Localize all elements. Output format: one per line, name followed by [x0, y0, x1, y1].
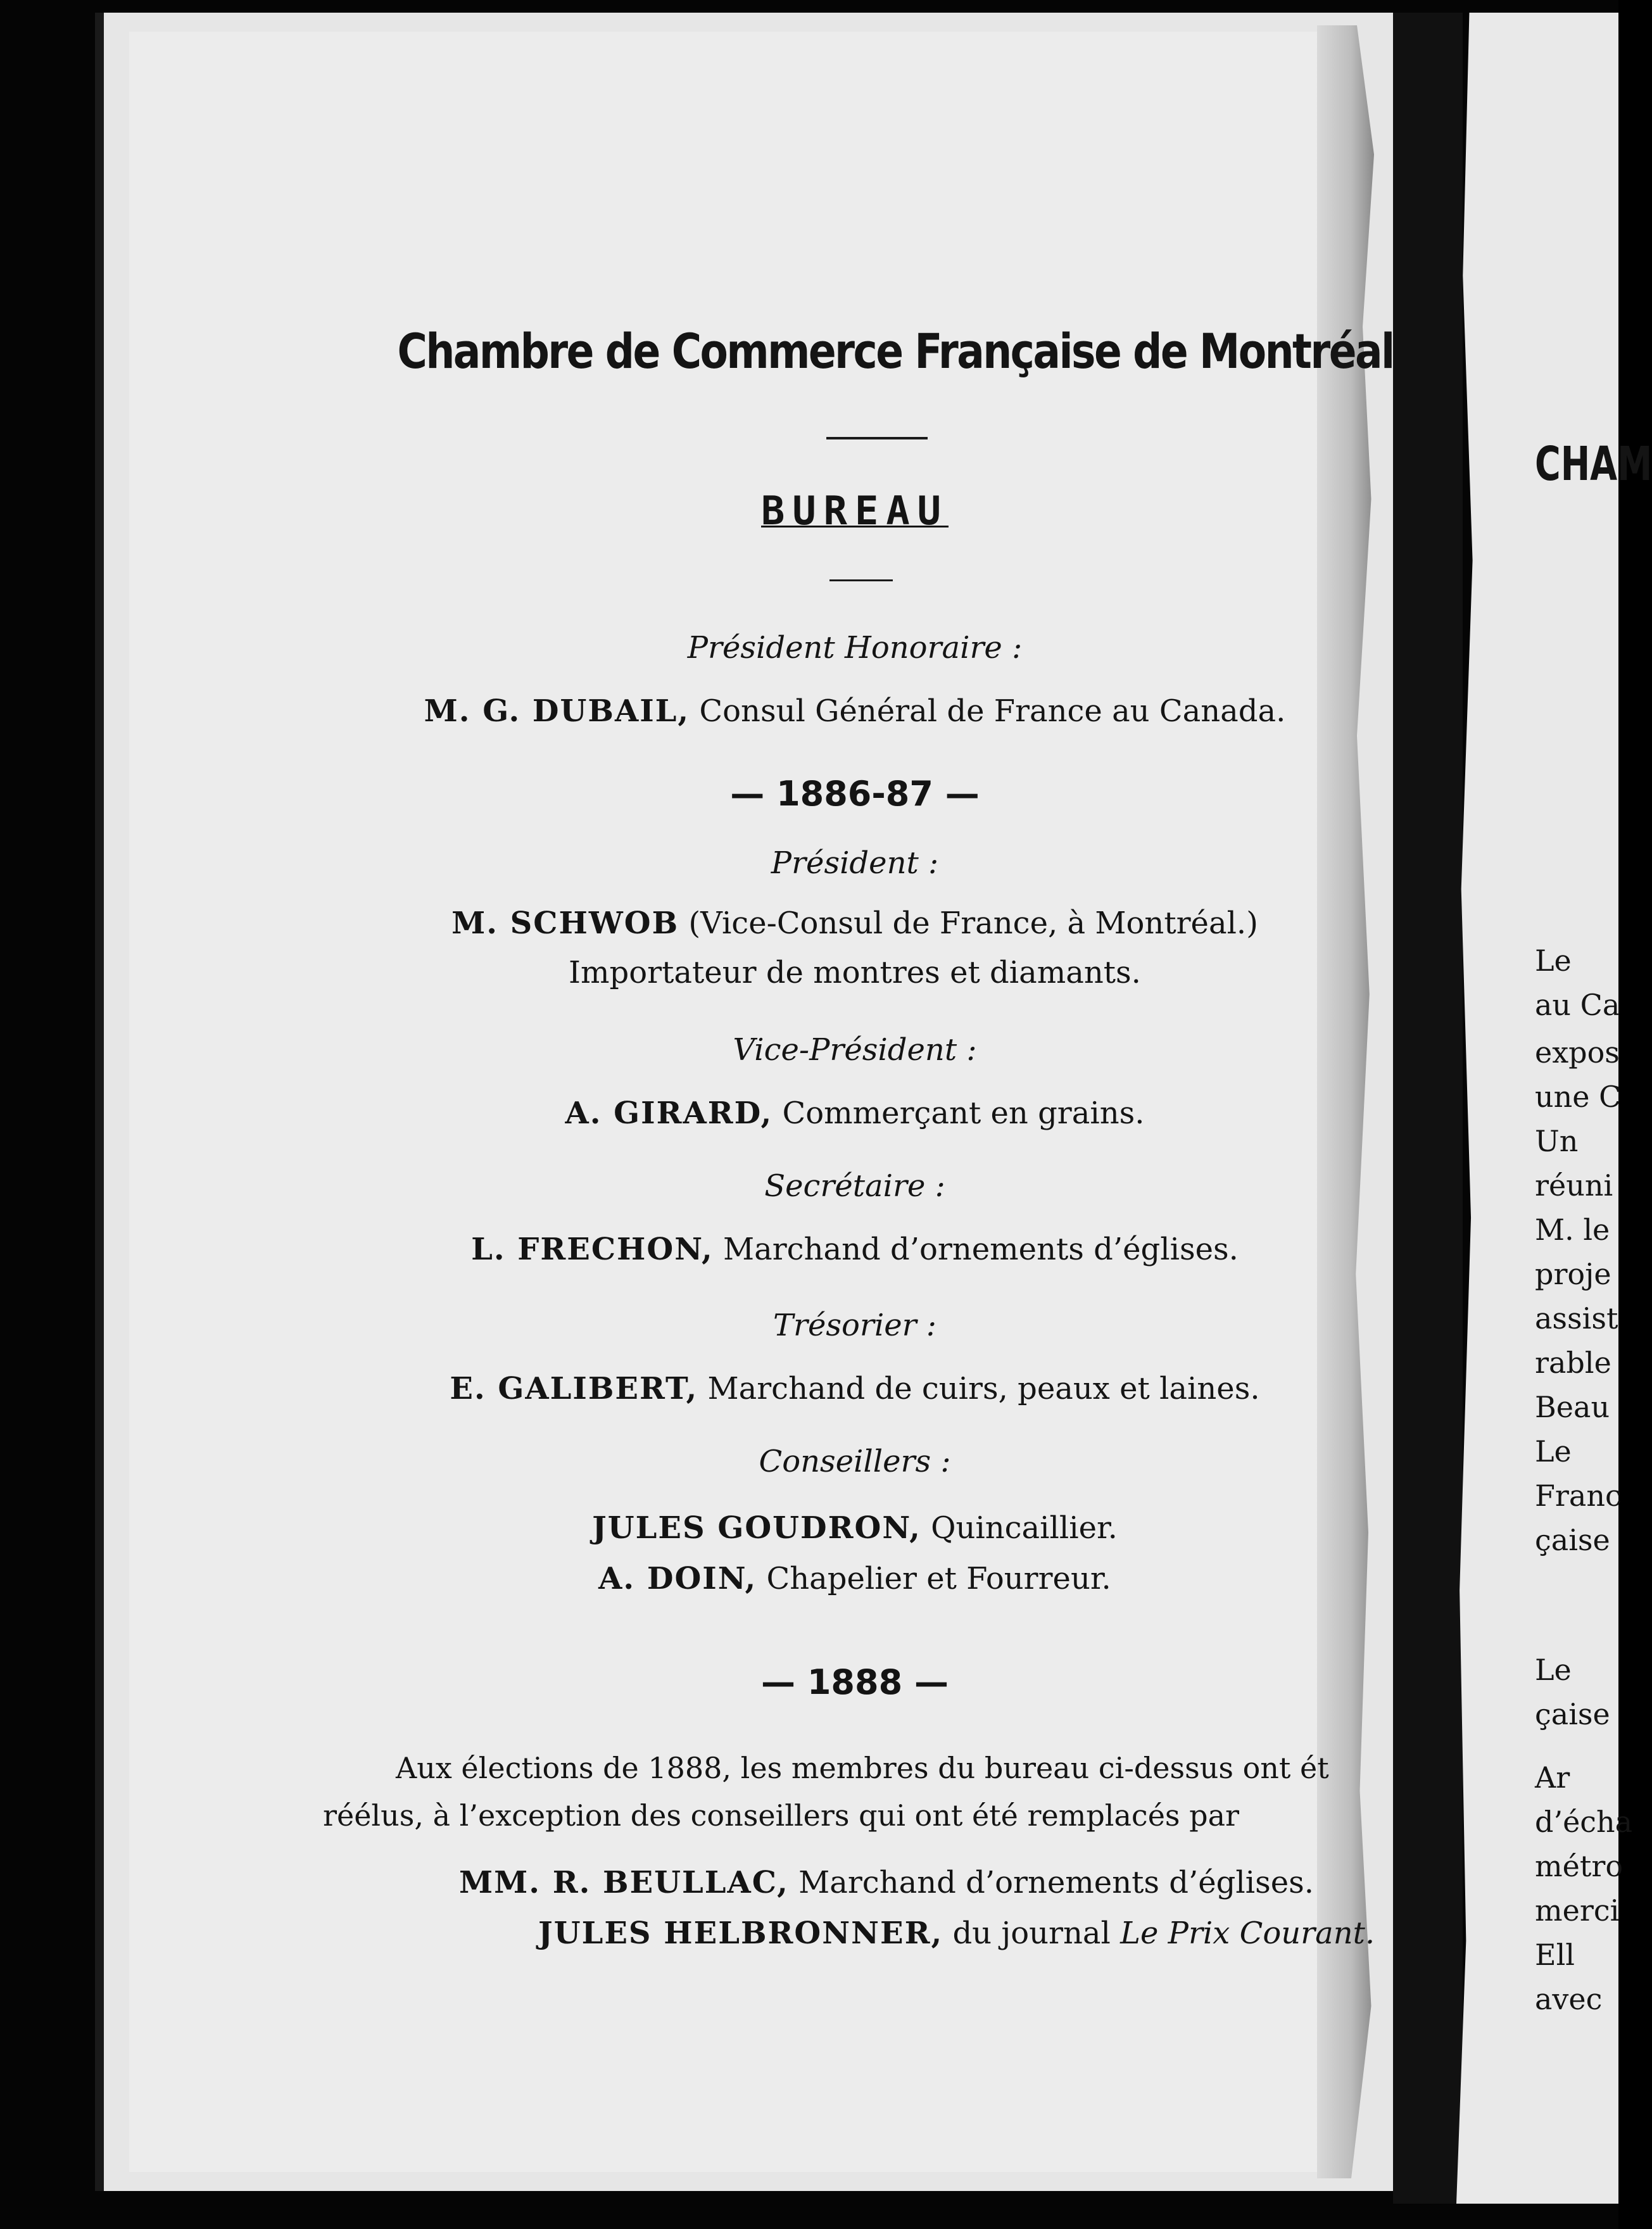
right-line: une C	[1535, 1080, 1622, 1114]
right-line: Beau	[1535, 1390, 1610, 1424]
president-role: Président :	[771, 845, 939, 881]
right-line: d’écha	[1535, 1805, 1633, 1839]
councillor-1-desc: Quincaillier.	[931, 1510, 1118, 1546]
right-line: Ar	[1535, 1760, 1570, 1795]
secretary-name: L. FRECHON,	[471, 1232, 714, 1267]
right-line: çaise	[1535, 1523, 1610, 1557]
beullac-name: MM. R. BEULLAC,	[459, 1865, 789, 1900]
right-line: avec	[1535, 1982, 1603, 2016]
right-page-title-fragment: CHAM	[1535, 437, 1652, 491]
vice-president-name: A. GIRARD,	[565, 1096, 773, 1131]
president-desc-2: Importateur de montres et diamants.	[569, 955, 1141, 990]
right-line: assist	[1535, 1301, 1618, 1336]
right-line: Ell	[1535, 1938, 1575, 1972]
right-line: merci	[1535, 1893, 1620, 1928]
year-heading-1888: — 1888 —	[761, 1662, 949, 1702]
treasurer-name: E. GALIBERT,	[450, 1371, 698, 1406]
right-line: M. le	[1535, 1213, 1610, 1247]
right-line: métro	[1535, 1849, 1624, 1883]
councillors-role: Conseillers :	[759, 1444, 951, 1479]
secretary-role: Secrétaire :	[764, 1168, 945, 1204]
vice-president-role: Vice-Président :	[733, 1032, 977, 1068]
honorary-president-role: Président Honoraire :	[687, 630, 1023, 666]
bureau-heading: BUREAU	[761, 488, 949, 534]
right-line: Le	[1535, 1653, 1572, 1687]
councillor-2-desc: Chapelier et Fourreur.	[766, 1561, 1111, 1596]
right-line: rable	[1535, 1346, 1611, 1380]
year-heading-1886: — 1886-87 —	[730, 774, 980, 814]
right-line: çaise	[1535, 1697, 1610, 1731]
right-line: Franc	[1535, 1479, 1622, 1513]
right-line: expos	[1535, 1035, 1620, 1070]
councillor-1-name: JULES GOUDRON,	[592, 1510, 921, 1546]
helbronner-desc: du journal	[952, 1916, 1111, 1951]
right-line: au Ca	[1535, 988, 1620, 1022]
helbronner-journal: Le Prix Courant.	[1120, 1916, 1375, 1951]
secretary-desc: Marchand d’ornements d’églises.	[722, 1232, 1239, 1267]
paragraph-line-1: Aux élections de 1888, les membres du bureau ci-dessus ont ét	[396, 1751, 1329, 1785]
councillor-2-name: A. DOIN,	[598, 1561, 757, 1596]
right-line: Le	[1535, 944, 1572, 978]
honorary-president-desc: Consul Général de France au Canada.	[699, 693, 1286, 729]
vice-president-desc: Commerçant en grains.	[782, 1096, 1145, 1131]
honorary-president-name: M. G. DUBAIL,	[424, 693, 690, 729]
right-line: Le	[1535, 1434, 1572, 1468]
right-line: proje	[1535, 1257, 1611, 1291]
beullac-desc: Marchand d’ornements d’églises.	[798, 1865, 1315, 1900]
helbronner-name: JULES HELBRONNER,	[538, 1916, 943, 1951]
right-line: Un	[1535, 1124, 1579, 1158]
treasurer-role: Trésorier :	[773, 1308, 936, 1343]
president-name: M. SCHWOB	[451, 906, 679, 941]
right-line: réuni	[1535, 1168, 1613, 1203]
paragraph-line-2: réélus, à l’exception des conseillers qui ont été remplacés par	[323, 1798, 1240, 1833]
page-title: Chambre de Commerce Française de Montréal	[397, 323, 1394, 379]
treasurer-desc: Marchand de cuirs, peaux et laines.	[707, 1371, 1260, 1406]
president-desc-1: (Vice-Consul de France, à Montréal.)	[688, 906, 1258, 941]
